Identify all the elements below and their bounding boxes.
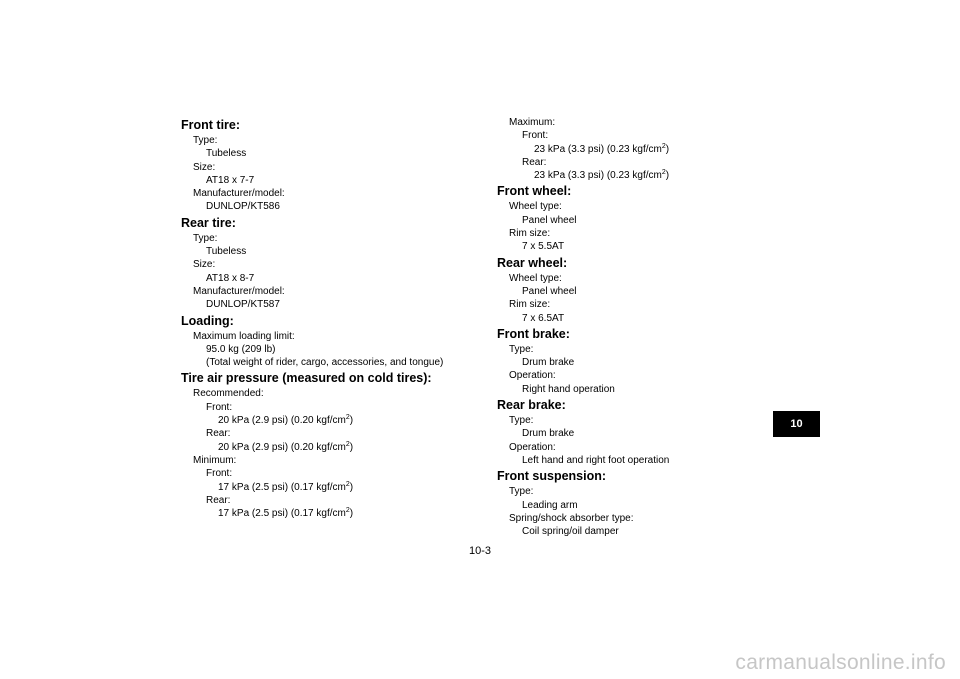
spec-text: Type: bbox=[193, 135, 218, 146]
spec-value bbox=[181, 298, 481, 311]
page-number: 10-3 bbox=[468, 545, 492, 557]
spec-text: Rim size: bbox=[509, 299, 551, 311]
spec-text: Leading arm bbox=[522, 499, 578, 511]
spec-value bbox=[181, 467, 481, 480]
spec-value bbox=[497, 240, 797, 253]
spec-text: Wheel type: bbox=[509, 272, 562, 284]
spec-value bbox=[497, 525, 797, 538]
spec-text: Tire air pressure (measured on cold tires): bbox=[181, 371, 432, 386]
section-heading bbox=[497, 183, 797, 200]
spec-text-suffix: ) bbox=[665, 170, 670, 182]
spec-text: Drum brake bbox=[522, 428, 575, 440]
spec-value bbox=[497, 427, 797, 440]
spec-text: Manufacturer/model: bbox=[193, 285, 285, 297]
spec-text: DUNLOP/KT586 bbox=[206, 201, 280, 213]
spec-text: 17 kPa (2.5 psi) (0.17 kgf/cm bbox=[218, 508, 346, 520]
spec-value bbox=[497, 143, 797, 156]
superscript: 2 bbox=[661, 142, 666, 150]
spec-label bbox=[181, 285, 481, 298]
spec-text: Operation: bbox=[509, 441, 556, 453]
spec-text: 7 x 5.5AT bbox=[522, 241, 565, 253]
spec-value bbox=[181, 343, 481, 356]
spec-text-suffix: ) bbox=[349, 481, 354, 493]
section-heading bbox=[181, 313, 481, 330]
spec-text: Size: bbox=[193, 161, 216, 173]
spec-value bbox=[181, 507, 481, 520]
spec-value bbox=[497, 499, 797, 512]
spec-text: Type: bbox=[509, 486, 534, 498]
spec-text: Panel wheel bbox=[522, 285, 577, 297]
spec-value bbox=[181, 427, 481, 440]
spec-text: Rim size: bbox=[509, 228, 551, 240]
spec-text: Front tire: bbox=[181, 118, 241, 132]
spec-label bbox=[497, 369, 797, 382]
spec-label bbox=[497, 441, 797, 454]
watermark: carmanualsonline.info bbox=[735, 651, 946, 674]
spec-value bbox=[497, 383, 797, 396]
spec-label bbox=[181, 258, 481, 271]
spec-label bbox=[181, 134, 481, 147]
spec-value bbox=[181, 200, 481, 213]
spec-value bbox=[497, 454, 797, 467]
spec-value bbox=[181, 441, 481, 454]
spec-value bbox=[181, 401, 481, 414]
spec-text: Type: bbox=[509, 415, 534, 427]
spec-column-right bbox=[497, 116, 797, 538]
spec-text: 17 kPa (2.5 psi) (0.17 kgf/cm bbox=[218, 481, 346, 493]
superscript: 2 bbox=[345, 440, 350, 448]
spec-value bbox=[497, 156, 797, 169]
spec-text: Front wheel: bbox=[497, 184, 572, 199]
section-heading bbox=[181, 215, 481, 232]
section-heading bbox=[497, 326, 797, 343]
spec-text: 20 kPa (2.9 psi) (0.20 kgf/cm bbox=[218, 415, 346, 427]
spec-text: Drum brake bbox=[522, 357, 575, 369]
spec-text: Maximum: bbox=[509, 117, 556, 128]
spec-text: 23 kPa (3.3 psi) (0.23 kgf/cm bbox=[534, 170, 662, 182]
spec-text: Manufacturer/model: bbox=[193, 188, 285, 200]
spec-text: Front: bbox=[206, 401, 233, 413]
section-heading bbox=[181, 370, 481, 387]
section-heading bbox=[497, 255, 797, 272]
superscript: 2 bbox=[345, 480, 350, 488]
spec-text: AT18 x 8-7 bbox=[206, 272, 255, 284]
spec-text: Front suspension: bbox=[497, 469, 607, 484]
spec-text: Rear: bbox=[206, 494, 231, 506]
spec-text: Rear wheel: bbox=[497, 255, 568, 270]
spec-text: Loading: bbox=[181, 313, 234, 328]
spec-text: Tubeless bbox=[206, 148, 247, 160]
chapter-tab: 10 bbox=[773, 411, 820, 437]
section-heading bbox=[497, 468, 797, 485]
spec-label bbox=[497, 512, 797, 525]
spec-text: 7 x 6.5AT bbox=[522, 312, 565, 324]
spec-text: Front: bbox=[206, 468, 233, 480]
spec-text: Rear tire: bbox=[181, 215, 236, 230]
spec-text-suffix: ) bbox=[665, 143, 670, 155]
spec-text: Tubeless bbox=[206, 246, 247, 258]
spec-text: Coil spring/oil damper bbox=[522, 526, 619, 538]
spec-text: Right hand operation bbox=[522, 383, 615, 395]
spec-text: (Total weight of rider, cargo, accessories, and tongue) bbox=[206, 357, 444, 369]
spec-value bbox=[497, 285, 797, 298]
spec-value bbox=[181, 147, 481, 160]
spec-value bbox=[497, 129, 797, 142]
spec-text: Size: bbox=[193, 259, 216, 271]
spec-value bbox=[181, 414, 481, 427]
spec-label bbox=[181, 161, 481, 174]
spec-value bbox=[497, 356, 797, 369]
section-heading bbox=[181, 117, 481, 134]
superscript: 2 bbox=[345, 414, 350, 422]
spec-value bbox=[181, 245, 481, 258]
spec-text: 23 kPa (3.3 psi) (0.23 kgf/cm bbox=[534, 143, 662, 155]
spec-text: AT18 x 7-7 bbox=[206, 174, 255, 186]
spec-value bbox=[181, 174, 481, 187]
spec-label bbox=[497, 414, 797, 427]
spec-text: Spring/shock absorber type: bbox=[509, 512, 634, 524]
spec-text: DUNLOP/KT587 bbox=[206, 299, 280, 311]
spec-text: Maximum loading limit: bbox=[193, 330, 295, 342]
spec-label bbox=[181, 232, 481, 245]
spec-text: Wheel type: bbox=[509, 201, 562, 213]
spec-text: Left hand and right foot operation bbox=[522, 454, 670, 466]
spec-text-suffix: ) bbox=[349, 415, 354, 427]
spec-label bbox=[497, 116, 797, 129]
spec-value bbox=[181, 494, 481, 507]
superscript: 2 bbox=[661, 169, 666, 177]
spec-text: Minimum: bbox=[193, 454, 237, 466]
spec-text-suffix: ) bbox=[349, 441, 354, 453]
spec-label bbox=[181, 387, 481, 400]
spec-label bbox=[181, 187, 481, 200]
spec-label bbox=[497, 200, 797, 213]
spec-text: 20 kPa (2.9 psi) (0.20 kgf/cm bbox=[218, 441, 346, 453]
spec-text: Front: bbox=[522, 130, 549, 142]
spec-text: Recommended: bbox=[193, 388, 264, 400]
spec-text: Rear: bbox=[522, 156, 547, 168]
superscript: 2 bbox=[345, 507, 350, 515]
spec-value bbox=[181, 481, 481, 494]
spec-label bbox=[181, 330, 481, 343]
spec-text: Panel wheel bbox=[522, 214, 577, 226]
spec-value bbox=[497, 169, 797, 182]
spec-value bbox=[497, 214, 797, 227]
spec-label bbox=[497, 272, 797, 285]
spec-label bbox=[497, 343, 797, 356]
spec-text: 95.0 kg (209 lb) bbox=[206, 343, 276, 355]
spec-text: Type: bbox=[193, 232, 218, 244]
spec-label bbox=[497, 227, 797, 240]
spec-text-suffix: ) bbox=[349, 508, 354, 520]
spec-text: Rear: bbox=[206, 428, 231, 440]
spec-text: Front brake: bbox=[497, 326, 570, 341]
spec-value bbox=[181, 272, 481, 285]
spec-label bbox=[497, 298, 797, 311]
spec-column-left bbox=[181, 116, 481, 520]
spec-value bbox=[497, 312, 797, 325]
spec-label bbox=[497, 485, 797, 498]
spec-value bbox=[181, 356, 481, 369]
spec-label bbox=[181, 454, 481, 467]
spec-text: Rear brake: bbox=[497, 398, 566, 413]
spec-text: Operation: bbox=[509, 370, 556, 382]
section-heading bbox=[497, 397, 797, 414]
spec-text: Type: bbox=[509, 343, 534, 355]
